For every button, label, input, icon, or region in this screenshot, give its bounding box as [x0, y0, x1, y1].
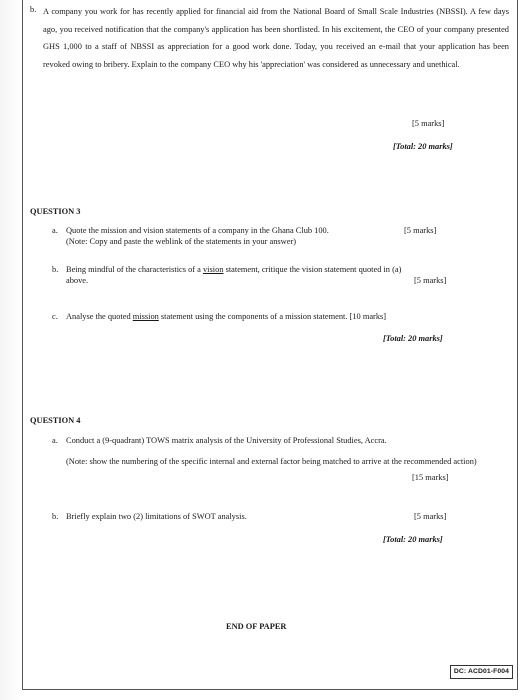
q2b-text: A company you work for has recently applied for financial aid from the National Board of Small Scale Industries (NBSSI). A few days ago, you received notification that the company's application has been shortlisted. In his excitement, the CEO of your company presented GHS 1,000 to a staff of NBSSI as appreciation for a good work done. Today, you received an e-mail that your application has been revoked owing to bribery. Explain to the company CEO why his 'appreciation' was considered as unnecessary and unethical. — [43, 7, 509, 69]
q3b-text-line2: above. — [66, 276, 89, 285]
q3c-label: c. — [52, 312, 58, 321]
q4b-label: b. — [52, 512, 59, 521]
q4a-marks: [15 marks] — [412, 473, 449, 482]
q3a-note: (Note: Copy and paste the weblink of the statements in your answer) — [66, 237, 297, 246]
q3b-label: b. — [52, 265, 59, 274]
q4-total: [Total: 20 marks] — [383, 535, 443, 544]
q3a-marks: [5 marks] — [404, 226, 437, 235]
q3b-text-post: statement, critique the vision statement quoted in (a) — [223, 265, 402, 274]
q4-heading: QUESTION 4 — [30, 416, 81, 425]
q4b-text: Briefly explain two (2) limitations of SWOT analysis. — [66, 512, 247, 521]
q3c-text — [66, 310, 386, 323]
q3b-text-pre: Being mindful of the characteristics of a — [66, 265, 203, 274]
q3-total: [Total: 20 marks] — [383, 334, 443, 343]
q3c-text-underlined: mission — [132, 312, 159, 321]
page-shadow — [0, 0, 22, 700]
q4a-label: a. — [52, 436, 58, 445]
q4b-marks: [5 marks] — [414, 512, 447, 521]
end-of-paper: END OF PAPER — [226, 622, 287, 631]
q4a-text: Conduct a (9-quadrant) TOWS matrix analysis of the University of Professional Studies, Accra. — [66, 436, 387, 445]
q3a-text: Quote the mission and vision statements of a company in the Ghana Club 100. — [66, 226, 329, 235]
q3c-text-pre: Analyse the quoted — [66, 312, 133, 321]
q2b-label: b. — [30, 5, 37, 14]
q2b-marks: [5 marks] — [412, 119, 445, 128]
page-border — [22, 0, 518, 690]
q3-heading: QUESTION 3 — [30, 207, 81, 216]
q3c-text-post: statement using the components of a mission statement. [10 marks] — [158, 312, 387, 321]
q4a-note: (Note: show the numbering of the specific internal and external factor being matched to arrive at the recommended action) — [66, 457, 477, 466]
document-code-badge: DC: ACD01-F004 — [450, 665, 513, 679]
q3b-text-underlined: vision — [202, 265, 224, 274]
q3b-text — [66, 263, 401, 276]
q3b-marks: [5 marks] — [414, 276, 447, 285]
q2-total: [Total: 20 marks] — [393, 142, 453, 151]
q3a-label: a. — [52, 226, 58, 235]
